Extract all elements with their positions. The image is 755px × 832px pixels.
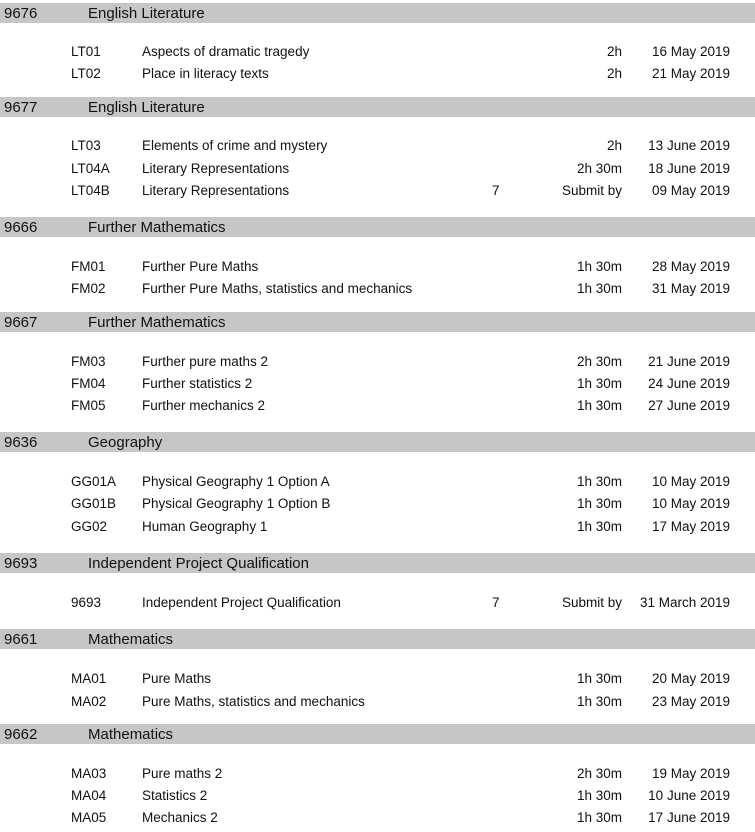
- component-title: Pure Maths: [142, 671, 212, 686]
- component-title: Further Pure Maths: [142, 259, 259, 274]
- component-title: Physical Geography 1 Option A: [142, 474, 330, 489]
- component-row: [0, 257, 755, 277]
- component-date: 21 May 2019: [651, 66, 730, 81]
- section-header: [0, 217, 755, 237]
- component-date: 10 May 2019: [651, 496, 730, 511]
- component-title: Independent Project Qualification: [142, 595, 341, 610]
- component-row: [0, 396, 755, 416]
- component-row: [0, 352, 755, 372]
- component-duration: 2h 30m: [576, 354, 622, 369]
- component-code: LT03: [71, 138, 101, 153]
- component-code: MA05: [71, 810, 107, 825]
- section-code: 9662: [4, 726, 38, 743]
- component-date: 13 June 2019: [648, 138, 730, 153]
- component-row: [0, 808, 755, 828]
- component-duration: 2h: [606, 44, 622, 59]
- component-title: Statistics 2: [142, 788, 208, 803]
- component-row: [0, 159, 755, 179]
- component-title: Further pure maths 2: [142, 354, 269, 369]
- component-date: 17 June 2019: [648, 810, 730, 825]
- section-header: [0, 724, 755, 744]
- component-title: Place in literacy texts: [142, 66, 269, 81]
- component-title: Further Pure Maths, statistics and mechanics: [142, 281, 413, 296]
- component-code: FM01: [71, 259, 106, 274]
- component-date: 27 June 2019: [648, 398, 730, 413]
- component-date: 21 June 2019: [648, 354, 730, 369]
- component-note: 7: [492, 183, 500, 198]
- component-code: MA02: [71, 694, 107, 709]
- component-title: Elements of crime and mystery: [142, 138, 328, 153]
- section-title: Geography: [88, 434, 163, 451]
- component-row: [0, 136, 755, 156]
- component-row: [0, 764, 755, 784]
- component-title: Further mechanics 2: [142, 398, 266, 413]
- section-code: 9667: [4, 314, 38, 331]
- component-date: 20 May 2019: [651, 671, 730, 686]
- component-duration: 1h 30m: [576, 810, 622, 825]
- component-date: 19 May 2019: [651, 766, 730, 781]
- component-code: MA04: [71, 788, 107, 803]
- component-row: [0, 42, 755, 62]
- component-duration: Submit by: [561, 595, 622, 610]
- component-duration: 1h 30m: [576, 398, 622, 413]
- component-code: GG01A: [71, 474, 117, 489]
- component-date: 24 June 2019: [648, 376, 730, 391]
- component-row: [0, 786, 755, 806]
- component-code: MA01: [71, 671, 107, 686]
- component-date: 10 June 2019: [648, 788, 730, 803]
- section-title: English Literature: [88, 99, 205, 116]
- section-title: Mathematics: [88, 726, 174, 743]
- component-code: LT02: [71, 66, 101, 81]
- section-title: Independent Project Qualification: [88, 555, 309, 572]
- component-duration: 1h 30m: [576, 376, 622, 391]
- component-row: [0, 494, 755, 514]
- component-duration: 1h 30m: [576, 694, 622, 709]
- section-code: 9636: [4, 434, 38, 451]
- section-code: 9676: [4, 5, 38, 22]
- component-row: [0, 593, 755, 613]
- component-date: 09 May 2019: [651, 183, 730, 198]
- component-date: 28 May 2019: [651, 259, 730, 274]
- component-code: FM02: [71, 281, 106, 296]
- component-duration: 1h 30m: [576, 519, 622, 534]
- component-title: Aspects of dramatic tragedy: [142, 44, 310, 59]
- component-code: 9693: [71, 595, 102, 610]
- component-title: Mechanics 2: [142, 810, 218, 825]
- component-duration: 2h: [606, 66, 622, 81]
- component-duration: 1h 30m: [576, 496, 622, 511]
- component-code: GG01B: [71, 496, 117, 511]
- component-row: [0, 64, 755, 84]
- section-title: Mathematics: [88, 631, 174, 648]
- component-duration: 1h 30m: [576, 259, 622, 274]
- section-title: Further Mathematics: [88, 314, 226, 331]
- section-header: [0, 3, 755, 23]
- component-title: Literary Representations: [142, 161, 290, 176]
- component-date: 31 March 2019: [639, 595, 730, 610]
- section-header: [0, 432, 755, 452]
- component-duration: Submit by: [561, 183, 622, 198]
- section-header: [0, 553, 755, 573]
- component-title: Pure Maths, statistics and mechanics: [142, 694, 365, 709]
- component-date: 10 May 2019: [651, 474, 730, 489]
- component-row: [0, 669, 755, 689]
- component-code: FM03: [71, 354, 106, 369]
- component-row: [0, 517, 755, 537]
- component-duration: 2h 30m: [576, 766, 622, 781]
- section-code: 9693: [4, 555, 38, 572]
- component-code: GG02: [71, 519, 108, 534]
- section-header: [0, 312, 755, 332]
- component-duration: 1h 30m: [576, 788, 622, 803]
- component-duration: 1h 30m: [576, 671, 622, 686]
- component-code: LT04A: [71, 161, 110, 176]
- component-date: 31 May 2019: [651, 281, 730, 296]
- component-code: LT04B: [71, 183, 110, 198]
- component-row: [0, 472, 755, 492]
- component-title: Literary Representations: [142, 183, 290, 198]
- component-duration: 1h 30m: [576, 474, 622, 489]
- component-duration: 2h 30m: [576, 161, 622, 176]
- component-duration: 2h: [606, 138, 622, 153]
- component-row: [0, 374, 755, 394]
- section-code: 9666: [4, 219, 38, 236]
- component-date: 18 June 2019: [648, 161, 730, 176]
- section-code: 9677: [4, 99, 38, 116]
- component-row: [0, 181, 755, 201]
- component-code: FM04: [71, 376, 106, 391]
- component-code: LT01: [71, 44, 101, 59]
- section-header: [0, 629, 755, 649]
- component-title: Further statistics 2: [142, 376, 253, 391]
- component-title: Human Geography 1: [142, 519, 268, 534]
- section-code: 9661: [4, 631, 38, 648]
- component-title: Pure maths 2: [142, 766, 223, 781]
- section-title: English Literature: [88, 5, 205, 22]
- component-date: 16 May 2019: [651, 44, 730, 59]
- component-note: 7: [492, 595, 500, 610]
- component-duration: 1h 30m: [576, 281, 622, 296]
- component-row: [0, 692, 755, 712]
- component-code: MA03: [71, 766, 107, 781]
- component-date: 23 May 2019: [651, 694, 730, 709]
- component-row: [0, 279, 755, 299]
- component-date: 17 May 2019: [651, 519, 730, 534]
- section-header: [0, 97, 755, 117]
- section-title: Further Mathematics: [88, 219, 226, 236]
- component-code: FM05: [71, 398, 106, 413]
- component-title: Physical Geography 1 Option B: [142, 496, 331, 511]
